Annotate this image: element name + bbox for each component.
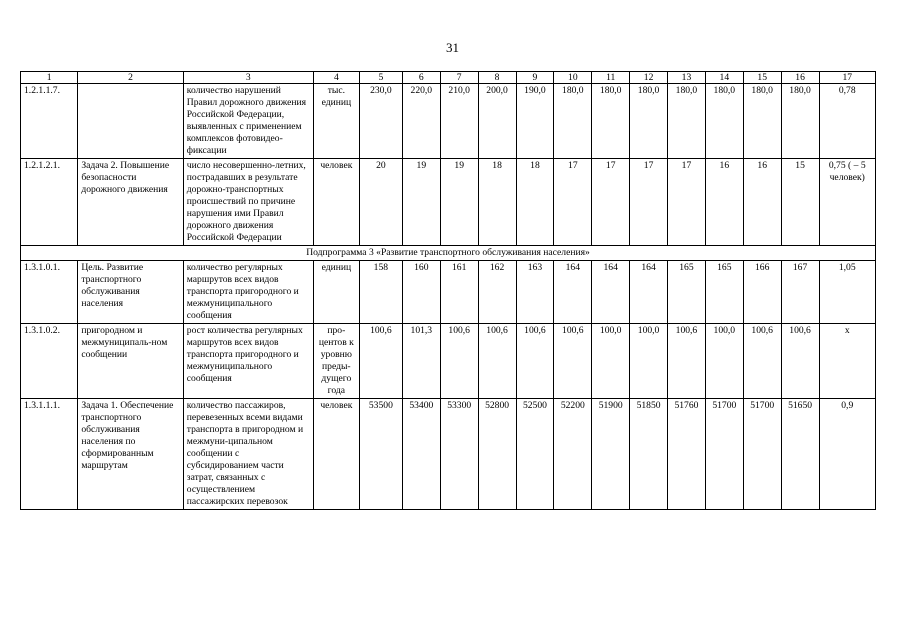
- row-value: 210,0: [440, 84, 478, 159]
- header-cell: 5: [359, 72, 402, 84]
- row-value: 158: [359, 261, 402, 324]
- row-value: 200,0: [478, 84, 516, 159]
- row-value: 162: [478, 261, 516, 324]
- row-code: 1.3.1.1.1.: [21, 399, 78, 510]
- row-value: 53300: [440, 399, 478, 510]
- row-value: 165: [705, 261, 743, 324]
- header-cell: 3: [183, 72, 313, 84]
- row-final: х: [819, 324, 876, 399]
- indicators-table: [20, 71, 876, 510]
- header-cell: 4: [313, 72, 359, 84]
- row-value: 165: [668, 261, 706, 324]
- row-indicator: число несовершенно-летних, пострадавших в результате дорожно-транспортных происшествий по причине нарушения ими Правил дорожного движения Российской Федерации: [183, 159, 313, 246]
- row-value: 17: [630, 159, 668, 246]
- row-value: 100,0: [705, 324, 743, 399]
- header-cell: 1: [21, 72, 78, 84]
- row-value: 16: [743, 159, 781, 246]
- row-value: 17: [668, 159, 706, 246]
- row-value: 100,0: [592, 324, 630, 399]
- row-task: Цель. Развитие транспортного обслуживания населения: [78, 261, 183, 324]
- header-cell: 15: [743, 72, 781, 84]
- row-indicator: количество регулярных маршрутов всех видов транспорта пригородного и межмуниципального сообщения: [183, 261, 313, 324]
- header-cell: 14: [705, 72, 743, 84]
- row-value: 230,0: [359, 84, 402, 159]
- row-value: 180,0: [554, 84, 592, 159]
- header-cell: 6: [402, 72, 440, 84]
- row-value: 164: [630, 261, 668, 324]
- header-cell: 8: [478, 72, 516, 84]
- row-value: 180,0: [705, 84, 743, 159]
- row-value: 100,6: [516, 324, 554, 399]
- header-cell: 17: [819, 72, 876, 84]
- row-unit: человек: [313, 159, 359, 246]
- subprogram-title: Подпрограмма 3 «Развитие транспортного обслуживания населения»: [21, 246, 876, 261]
- row-value: 15: [781, 159, 819, 246]
- row-value: 160: [402, 261, 440, 324]
- table-row: [21, 159, 876, 246]
- row-value: 166: [743, 261, 781, 324]
- row-code: 1.3.1.0.2.: [21, 324, 78, 399]
- row-indicator: рост количества регулярных маршрутов всех видов транспорта пригородного и межмуниципального сообщения: [183, 324, 313, 399]
- row-value: 51650: [781, 399, 819, 510]
- subprogram-row: [21, 246, 876, 261]
- row-final: 0,78: [819, 84, 876, 159]
- row-value: 51900: [592, 399, 630, 510]
- row-value: 51700: [705, 399, 743, 510]
- row-value: 19: [402, 159, 440, 246]
- row-value: 52200: [554, 399, 592, 510]
- row-value: 100,6: [478, 324, 516, 399]
- table-row: [21, 261, 876, 324]
- header-cell: 13: [668, 72, 706, 84]
- row-final: 0,9: [819, 399, 876, 510]
- table-row: [21, 324, 876, 399]
- row-code: 1.3.1.0.1.: [21, 261, 78, 324]
- row-value: 20: [359, 159, 402, 246]
- row-value: 180,0: [668, 84, 706, 159]
- row-code: 1.2.1.1.7.: [21, 84, 78, 159]
- row-value: 19: [440, 159, 478, 246]
- row-value: 52800: [478, 399, 516, 510]
- header-cell: 10: [554, 72, 592, 84]
- row-value: 53500: [359, 399, 402, 510]
- header-cell: 12: [630, 72, 668, 84]
- row-value: 180,0: [743, 84, 781, 159]
- row-value: 167: [781, 261, 819, 324]
- header-row: [21, 72, 876, 84]
- row-value: 101,3: [402, 324, 440, 399]
- row-value: 180,0: [592, 84, 630, 159]
- row-value: 100,6: [668, 324, 706, 399]
- row-value: 100,0: [630, 324, 668, 399]
- row-value: 220,0: [402, 84, 440, 159]
- header-cell: 11: [592, 72, 630, 84]
- row-value: 53400: [402, 399, 440, 510]
- row-value: 180,0: [630, 84, 668, 159]
- row-value: 190,0: [516, 84, 554, 159]
- table-row: [21, 84, 876, 159]
- row-value: 164: [554, 261, 592, 324]
- row-unit: единиц: [313, 261, 359, 324]
- row-value: 100,6: [781, 324, 819, 399]
- row-value: 52500: [516, 399, 554, 510]
- table-row: [21, 399, 876, 510]
- header-cell: 9: [516, 72, 554, 84]
- row-unit: тыс. единиц: [313, 84, 359, 159]
- row-value: 100,6: [554, 324, 592, 399]
- row-value: 161: [440, 261, 478, 324]
- row-value: 100,6: [359, 324, 402, 399]
- row-value: 100,6: [440, 324, 478, 399]
- page-number: 31: [446, 40, 459, 55]
- row-value: 100,6: [743, 324, 781, 399]
- row-value: 16: [705, 159, 743, 246]
- row-value: 17: [592, 159, 630, 246]
- row-task: Задача 1. Обеспечение транспортного обслуживания населения по сформированным маршрутам: [78, 399, 183, 510]
- row-indicator: количество нарушений Правил дорожного движения Российской Федерации, выявленных с применением комплексов фотовидео-фиксации: [183, 84, 313, 159]
- row-value: 164: [592, 261, 630, 324]
- row-value: 163: [516, 261, 554, 324]
- row-value: 51850: [630, 399, 668, 510]
- row-value: 51700: [743, 399, 781, 510]
- row-value: 18: [478, 159, 516, 246]
- row-value: 17: [554, 159, 592, 246]
- row-code: 1.2.1.2.1.: [21, 159, 78, 246]
- row-unit: про-центов к уровню преды-дущего года: [313, 324, 359, 399]
- row-task: [78, 84, 183, 159]
- row-final: 0,75 ( – 5 человек): [819, 159, 876, 246]
- row-value: 180,0: [781, 84, 819, 159]
- row-task: Задача 2. Повышение безопасности дорожного движения: [78, 159, 183, 246]
- row-value: 18: [516, 159, 554, 246]
- row-final: 1,05: [819, 261, 876, 324]
- row-task: пригородном и межмуниципаль-ном сообщении: [78, 324, 183, 399]
- header-cell: 16: [781, 72, 819, 84]
- header-cell: 2: [78, 72, 183, 84]
- row-indicator: количество пассажиров, перевезенных всеми видами транспорта в пригородном и межмуни-ципальном сообщении с субсидированием части затрат, связанных с осуществлением пассажирских перевозок: [183, 399, 313, 510]
- row-unit: человек: [313, 399, 359, 510]
- header-cell: 7: [440, 72, 478, 84]
- row-value: 51760: [668, 399, 706, 510]
